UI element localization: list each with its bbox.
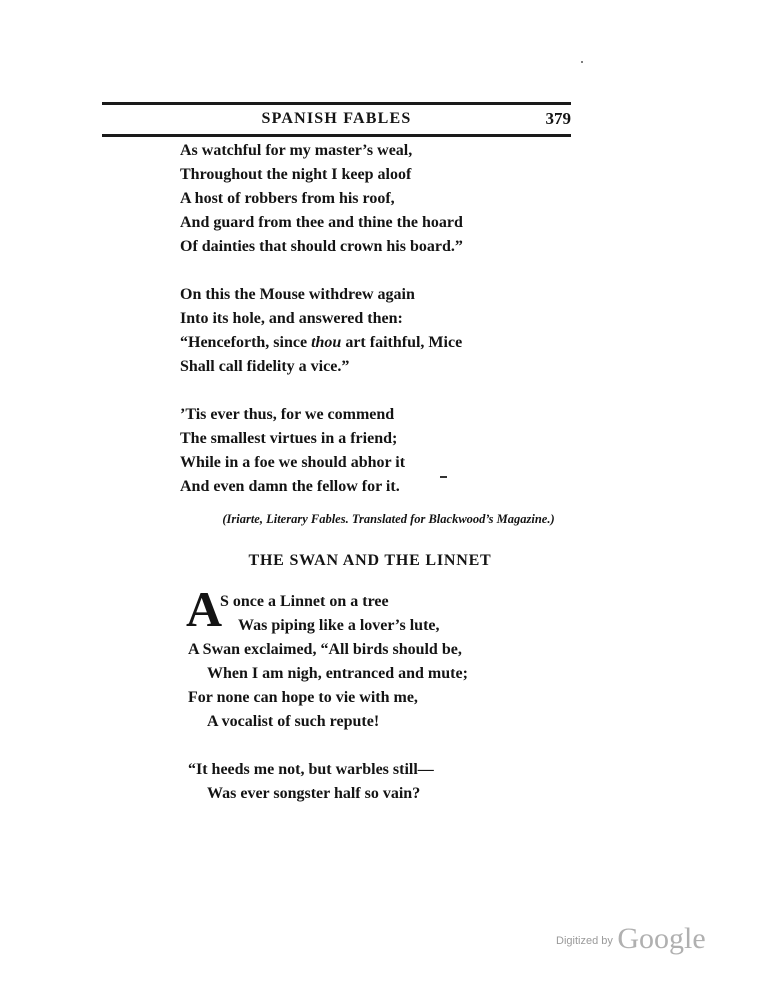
header-rule-bottom [102,134,571,137]
verse-line: “It heeds me not, but warbles still— [188,761,434,778]
verse-line: And guard from thee and thine the hoard [180,214,463,231]
source-attribution: (Iriarte, Literary Fables. Translated for Blackwood’s Magazine.) [222,512,555,526]
verse-line [180,333,462,353]
italic-word: thou [311,334,342,351]
verse-text: art faithful, Mice [341,334,463,351]
verse-line: While in a foe we should abhor it [180,454,406,471]
verse-line: When I am nigh, entranced and mute; [207,665,468,682]
fable-title: THE SWAN AND THE LINNET [248,552,492,569]
verse-line: A Swan exclaimed, “All birds should be, [188,641,462,658]
digitized-by-label: Digitized by [556,935,613,947]
verse-line: Into its hole, and answered then: [180,310,403,327]
verse-line: Was piping like a lover’s lute, [238,617,440,634]
google-logo: Google [617,922,706,955]
verse-line: And even damn the fellow for it. [180,478,400,495]
verse-line: A vocalist of such repute! [207,713,380,730]
verse-line: For none can hope to vie with me, [188,689,418,706]
running-title: SPANISH FABLES [261,110,412,127]
verse-text: “Henceforth, since [180,334,312,351]
digitized-watermark [556,922,706,956]
header-rule-top [102,102,571,105]
verse-line: On this the Mouse withdrew again [180,286,415,303]
page-number: 379 [545,109,571,128]
verse-line: Throughout the night I keep aloof [180,166,412,183]
verse-line: S once a Linnet on a tree [220,593,389,610]
scan-mark [440,476,447,478]
verse-line: As watchful for my master’s weal, [180,142,413,159]
verse-line: ’Tis ever thus, for we commend [180,406,395,423]
drop-cap: A [186,581,223,637]
verse-line: The smallest virtues in a friend; [180,430,398,447]
verse-line: Shall call fidelity a vice.” [180,358,350,375]
verse-line: A host of robbers from his roof, [180,190,395,207]
verse-line: Of dainties that should crown his board.” [180,238,463,255]
running-head [102,108,571,132]
scan-speck [581,61,583,63]
verse-line: Was ever songster half so vain? [207,785,421,802]
